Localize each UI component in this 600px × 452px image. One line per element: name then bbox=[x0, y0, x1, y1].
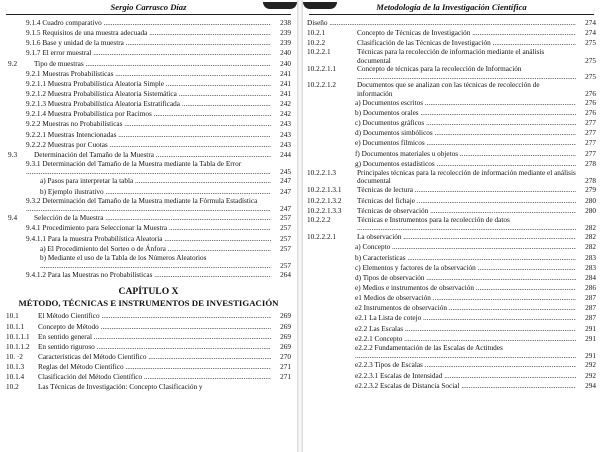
toc-entry bbox=[0, 160, 297, 177]
toc-entry-text: e2.2.2 Fundamentación de las Escalas de Actitudes bbox=[355, 343, 503, 352]
toc-entry-number: 10.1.4 bbox=[6, 373, 25, 382]
toc-entry bbox=[303, 108, 600, 118]
toc-entry-text: En sentido riguroso bbox=[38, 342, 95, 351]
toc-entry bbox=[303, 196, 600, 206]
toc-entry bbox=[303, 334, 600, 344]
toc-entry-page: 239 bbox=[280, 29, 291, 38]
toc-entry-page: 257 bbox=[280, 214, 291, 223]
toc-entry bbox=[303, 242, 600, 252]
toc-entry-page: 247 bbox=[280, 187, 291, 196]
toc-entry-title bbox=[355, 371, 576, 381]
toc-entry-page: 241 bbox=[280, 89, 291, 98]
toc-entry-page: 282 bbox=[585, 233, 596, 242]
toc-entry-title bbox=[355, 283, 576, 293]
toc-entry bbox=[0, 372, 297, 382]
toc-entry-page: 283 bbox=[585, 253, 596, 262]
header-ornament bbox=[263, 2, 297, 9]
toc-entry-title bbox=[355, 273, 576, 283]
toc-entry-title bbox=[357, 206, 576, 216]
toc-entry-title bbox=[355, 98, 576, 108]
toc-entry-number: 10. ·2 bbox=[6, 353, 23, 362]
toc-entry-text: Las Técnicas de Investigación: Concepto Clasificación y bbox=[38, 383, 203, 392]
toc-entry bbox=[303, 283, 600, 293]
toc-entry-page: 264 bbox=[280, 271, 291, 280]
toc-entry bbox=[0, 59, 297, 69]
right-header-text: Metodología de la Investigación Científica bbox=[376, 2, 527, 12]
toc-entry bbox=[0, 223, 297, 233]
toc-entry-title bbox=[38, 382, 293, 392]
toc-entry-page: 276 bbox=[585, 98, 596, 107]
toc-entry-title bbox=[40, 254, 271, 271]
toc-entry-number: 10.1.1.2 bbox=[6, 342, 30, 351]
toc-entry bbox=[0, 254, 297, 271]
toc-entry-title bbox=[34, 213, 271, 223]
toc-entry bbox=[0, 311, 297, 321]
toc-entry-text: e2.2.1 Concepto bbox=[355, 334, 403, 343]
toc-entry-text: 9.3.2 Determinación del Tamaño de la Muestra mediante la Fórmula Estadística bbox=[26, 196, 258, 205]
toc-entry bbox=[303, 381, 600, 391]
toc-entry-title bbox=[355, 253, 576, 263]
toc-entry-number: 9.2 bbox=[8, 59, 18, 68]
toc-entry-title bbox=[357, 216, 576, 233]
toc-entry-text: b) Ejemplo ilustrativo bbox=[40, 187, 104, 196]
toc-entry bbox=[303, 38, 600, 48]
toc-entry-title bbox=[40, 244, 271, 254]
toc-entry bbox=[0, 362, 297, 372]
toc-entry-title bbox=[357, 169, 576, 186]
toc-entry-text: d) Documentos simbólicos bbox=[355, 129, 433, 138]
toc-entry-page: 287 bbox=[585, 314, 596, 323]
toc-entry-text: 9.2.2 Muestras no Probabilísticas bbox=[26, 120, 123, 129]
toc-entry bbox=[0, 352, 297, 362]
toc-entry-text: 9.1.7 El error muestral bbox=[26, 49, 92, 58]
toc-entry-title bbox=[26, 79, 271, 89]
toc-entry-page: 271 bbox=[280, 373, 291, 382]
toc-entry-number: 10.2.2.1.3.2 bbox=[307, 196, 342, 205]
left-toc bbox=[0, 18, 297, 452]
toc-entry bbox=[0, 270, 297, 280]
toc-entry-text: 9.2.1.3 Muestra Probabilística Aleatoria Estratificada bbox=[26, 100, 181, 109]
toc-entry-page: 291 bbox=[585, 352, 596, 361]
toc-entry bbox=[0, 109, 297, 119]
right-toc bbox=[303, 18, 600, 452]
toc-entry-text: En sentido general bbox=[38, 332, 92, 341]
toc-entry-number: 10.1.1.1 bbox=[6, 332, 30, 341]
toc-entry bbox=[303, 303, 600, 313]
toc-entry-page: 276 bbox=[585, 89, 596, 98]
toc-entry-title bbox=[355, 303, 576, 313]
toc-entry-page: 275 bbox=[585, 56, 596, 65]
toc-entry bbox=[0, 99, 297, 109]
toc-entry-number: 10.2.1 bbox=[307, 29, 326, 38]
toc-entry-text: Técnicas del fichaje bbox=[357, 196, 415, 205]
left-running-header bbox=[6, 2, 291, 15]
toc-entry bbox=[303, 28, 600, 38]
toc-entry-text: b) Mediante el uso de la Tabla de los Números Aleatorios bbox=[40, 253, 207, 262]
toc-entry bbox=[303, 360, 600, 370]
toc-entry bbox=[303, 128, 600, 138]
toc-entry-title bbox=[26, 140, 271, 150]
toc-entry bbox=[0, 213, 297, 223]
header-ornament bbox=[303, 2, 337, 9]
toc-entry bbox=[303, 324, 600, 334]
toc-entry-title bbox=[357, 185, 576, 195]
toc-entry-page: 257 bbox=[280, 224, 291, 233]
toc-entry-title bbox=[355, 324, 576, 334]
toc-entry-title bbox=[38, 311, 271, 321]
toc-entry-title bbox=[38, 352, 271, 362]
toc-entry-title bbox=[355, 149, 576, 159]
toc-entry-title bbox=[355, 334, 576, 344]
toc-entry bbox=[0, 130, 297, 140]
toc-entry-text: Selección de la Muestra bbox=[34, 214, 104, 223]
toc-entry-text: d) Tipos de observación bbox=[355, 273, 425, 282]
toc-entry-page: 257 bbox=[280, 234, 291, 243]
toc-entry-number: 10.1.1 bbox=[6, 322, 25, 331]
toc-entry-text: Documentos que se analizan con las técnicas de recolección de información bbox=[357, 81, 540, 98]
toc-entry-page: 280 bbox=[585, 196, 596, 205]
toc-entry-page: 257 bbox=[280, 244, 291, 253]
toc-entry-page: 274 bbox=[585, 29, 596, 38]
toc-entry bbox=[303, 65, 600, 82]
toc-entry-title bbox=[355, 242, 576, 252]
toc-entry-page: 241 bbox=[280, 69, 291, 78]
toc-entry-text: b) Características bbox=[355, 253, 406, 262]
toc-entry-text: 9.3.1 Determinación del Tamaño de la Muestra mediante la Tabla de Error bbox=[26, 159, 242, 168]
toc-entry-text: e2.1 La Lista de cotejo bbox=[355, 314, 422, 323]
toc-entry-number: 10.2.2.1 bbox=[307, 48, 331, 57]
toc-entry-title bbox=[357, 38, 576, 48]
toc-entry bbox=[0, 332, 297, 342]
toc-entry bbox=[303, 216, 600, 233]
toc-entry-number: 10.2.2.1.1 bbox=[307, 64, 336, 73]
toc-entry-page: 278 bbox=[585, 177, 596, 186]
right-running-header bbox=[309, 2, 594, 15]
toc-entry-title bbox=[355, 118, 576, 128]
toc-entry-number: 10.2.2.1.3.1 bbox=[307, 186, 342, 195]
toc-entry bbox=[0, 79, 297, 89]
toc-entry-title bbox=[355, 313, 576, 323]
toc-entry-number: 10.2.2.2 bbox=[307, 215, 331, 224]
toc-entry bbox=[303, 273, 600, 283]
toc-entry-text: 9.4.1 Procedimiento para Seleccionar la Muestra bbox=[26, 224, 168, 233]
toc-entry-text: c) Documentos gráficos bbox=[355, 119, 425, 128]
toc-entry-text: Técnicas de lectura bbox=[357, 186, 413, 195]
toc-entry-title bbox=[38, 372, 271, 382]
toc-entry bbox=[0, 38, 297, 48]
toc-entry-number: 9.3 bbox=[8, 150, 18, 159]
toc-entry-title bbox=[26, 130, 271, 140]
toc-entry-title bbox=[357, 232, 576, 242]
toc-entry-title bbox=[40, 176, 271, 186]
toc-entry-text: Técnicas de observación bbox=[357, 206, 429, 215]
toc-entry bbox=[303, 313, 600, 323]
toc-entry-number: 10.2.2.1.2 bbox=[307, 81, 336, 90]
toc-entry-page: 291 bbox=[585, 324, 596, 333]
toc-entry-page: 247 bbox=[280, 177, 291, 186]
toc-entry-text: Clasificación de las Técnicas de Investigación bbox=[357, 39, 491, 48]
right-page bbox=[303, 0, 600, 452]
toc-entry-page: 257 bbox=[280, 262, 291, 270]
toc-entry-number: 10.2.2.1.3.3 bbox=[307, 206, 342, 215]
toc-entry-title bbox=[357, 48, 576, 65]
toc-entry-page: 247 bbox=[280, 204, 291, 213]
toc-entry bbox=[303, 138, 600, 148]
left-page bbox=[0, 0, 297, 452]
toc-entry-title bbox=[38, 332, 271, 342]
toc-entry-text: c) Elementos y factores de la observación bbox=[355, 263, 476, 272]
toc-entry-page: 282 bbox=[585, 224, 596, 233]
toc-entry-page: 287 bbox=[585, 304, 596, 313]
toc-entry-page: 287 bbox=[585, 294, 596, 303]
toc-entry-title bbox=[355, 263, 576, 273]
toc-entry bbox=[303, 169, 600, 186]
toc-entry-page: 240 bbox=[280, 49, 291, 58]
toc-entry-text: 9.4.1.2 Para las Muestras no Probabilísticas bbox=[26, 271, 153, 280]
toc-entry-number: 10.2 bbox=[6, 383, 19, 392]
toc-entry bbox=[0, 244, 297, 254]
toc-entry-text: 9.1.4 Cuadro comparativo bbox=[26, 19, 102, 27]
toc-entry-number: 10.2.2.1.3 bbox=[307, 168, 336, 177]
toc-entry-page: 284 bbox=[585, 273, 596, 282]
toc-entry-title bbox=[40, 187, 271, 197]
toc-entry-number: 10.1 bbox=[6, 312, 19, 321]
toc-entry-page: 270 bbox=[280, 353, 291, 362]
toc-entry-title bbox=[26, 38, 271, 48]
toc-entry bbox=[0, 140, 297, 150]
toc-entry-text: 9.1.5 Requisitos de una muestra adecuada bbox=[26, 29, 148, 38]
toc-entry-page: 279 bbox=[585, 186, 596, 195]
toc-entry-title bbox=[34, 59, 271, 69]
toc-entry-text: 9.2.1.4 Muestra Probabilística por Racimos bbox=[26, 110, 152, 119]
toc-entry-page: 292 bbox=[585, 361, 596, 370]
toc-entry bbox=[303, 98, 600, 108]
toc-entry bbox=[303, 118, 600, 128]
toc-entry-text: 9.4.1.1 Para la muestra Probabilística Aleatoria bbox=[26, 234, 163, 243]
toc-entry-text: a) Concepto bbox=[355, 243, 391, 252]
toc-entry-title bbox=[26, 48, 271, 58]
toc-entry-text: e2.2.3 Tipos de Escalas bbox=[355, 361, 423, 370]
toc-entry-page: 241 bbox=[280, 79, 291, 88]
toc-entry bbox=[303, 263, 600, 273]
toc-entry-number: 9.4 bbox=[8, 214, 18, 223]
toc-entry-text: 9.2.2.1 Muestras Intencionadas bbox=[26, 130, 117, 139]
toc-entry bbox=[0, 28, 297, 38]
toc-entry-page: 242 bbox=[280, 100, 291, 109]
toc-entry bbox=[303, 81, 600, 98]
toc-entry-page: 238 bbox=[280, 19, 291, 27]
toc-entry bbox=[0, 197, 297, 214]
toc-entry-title bbox=[355, 159, 576, 169]
toc-entry-title bbox=[355, 344, 576, 361]
left-header-text: Sergio Carrasco Díaz bbox=[110, 2, 187, 12]
toc-entry-page: 277 bbox=[585, 139, 596, 148]
chapter-heading: CAPÍTULO X bbox=[118, 286, 179, 298]
toc-entry bbox=[0, 322, 297, 332]
toc-entry-page: 244 bbox=[280, 150, 291, 159]
toc-entry-text: e) Documentos fílmicos bbox=[355, 139, 425, 148]
toc-entry-text: Características del Método Científico bbox=[38, 353, 147, 362]
toc-entry-text: 9.2.2.2 Muestras por Cuotas bbox=[26, 140, 108, 149]
toc-entry bbox=[303, 371, 600, 381]
toc-entry-page: 277 bbox=[585, 129, 596, 138]
toc-entry-text: El Método Científico bbox=[38, 312, 100, 321]
toc-entry-page: 274 bbox=[585, 19, 596, 27]
toc-entry-page: 271 bbox=[280, 363, 291, 372]
toc-entry-title bbox=[26, 223, 271, 233]
toc-entry-title bbox=[38, 322, 271, 332]
toc-entry bbox=[0, 382, 297, 392]
toc-entry-text: e2.2.3.1 Escalas de Intensidad bbox=[355, 371, 443, 380]
toc-entry-title bbox=[26, 18, 271, 28]
toc-entry-title bbox=[355, 293, 576, 303]
toc-entry-title bbox=[26, 99, 271, 109]
toc-entry-title bbox=[26, 234, 271, 244]
toc-entry-title bbox=[26, 69, 271, 79]
toc-entry-page: 283 bbox=[585, 263, 596, 272]
toc-entry-text: e1 Medios de observación bbox=[355, 294, 431, 303]
toc-entry-title bbox=[355, 128, 576, 138]
toc-entry-page: 243 bbox=[280, 130, 291, 139]
toc-entry-title bbox=[355, 381, 576, 391]
toc-entry bbox=[303, 253, 600, 263]
toc-entry-text: a) El Procedimiento del Sorteo o de Ánfora bbox=[40, 244, 166, 253]
toc-entry-text: Concepto de Técnicas de Investigación bbox=[357, 29, 471, 38]
toc-entry-title bbox=[357, 28, 576, 38]
toc-entry-page: 269 bbox=[280, 312, 291, 321]
toc-entry bbox=[303, 185, 600, 195]
toc-entry-text: e2.2.3.2 Escalas de Distancia Social bbox=[355, 381, 460, 390]
toc-entry-page: 239 bbox=[280, 39, 291, 48]
toc-entry-text: Técnicas para la recolección de información mediante el análisis documental bbox=[357, 48, 545, 65]
toc-entry bbox=[0, 187, 297, 197]
toc-entry-text: Determinación del Tamaño de la Muestra bbox=[34, 150, 154, 159]
toc-entry-title bbox=[355, 108, 576, 118]
toc-entry bbox=[0, 176, 297, 186]
toc-entry-text: f) Documentos materiales u objetos bbox=[355, 149, 459, 158]
toc-entry-title bbox=[355, 138, 576, 148]
toc-entry bbox=[0, 342, 297, 352]
toc-entry-page: 276 bbox=[585, 109, 596, 118]
toc-entry-page: 243 bbox=[280, 120, 291, 129]
toc-entry-number: 10.1.3 bbox=[6, 363, 25, 372]
toc-entry-title bbox=[26, 89, 271, 99]
toc-entry-number: 10.2.2.2.1 bbox=[307, 233, 336, 242]
toc-entry-title bbox=[357, 196, 576, 206]
toc-entry-page: 277 bbox=[585, 149, 596, 158]
toc-entry-text: 9.2.1.2 Muestra Probabilística Aleatoria Sistemática bbox=[26, 89, 177, 98]
toc-entry-page: 280 bbox=[585, 206, 596, 215]
toc-entry-page: 245 bbox=[280, 168, 291, 177]
toc-entry-title bbox=[26, 270, 271, 280]
toc-entry-text: Tipo de muestras bbox=[34, 59, 84, 68]
toc-entry bbox=[0, 18, 297, 28]
toc-entry-title bbox=[26, 197, 271, 214]
toc-entry bbox=[0, 89, 297, 99]
toc-entry-text: 9.2.1 Muestras Probabilísticas bbox=[26, 69, 114, 78]
toc-entry-text: b) Documentos orales bbox=[355, 109, 419, 118]
toc-entry-page: 243 bbox=[280, 140, 291, 149]
toc-entry-number: 10.2.2 bbox=[307, 39, 326, 48]
toc-entry-page: 292 bbox=[585, 371, 596, 380]
toc-entry-page: 275 bbox=[585, 73, 596, 82]
toc-entry-title bbox=[355, 360, 576, 370]
toc-entry-title bbox=[26, 160, 271, 177]
toc-entry-page: 242 bbox=[280, 110, 291, 119]
toc-entry-text: 9.1.6 Base y unidad de la muestra bbox=[26, 39, 124, 48]
toc-entry-page: 269 bbox=[280, 332, 291, 341]
toc-entry-text: a) Documentos escritos bbox=[355, 98, 424, 107]
toc-entry-text: Reglas del Método Científico bbox=[38, 363, 124, 372]
toc-entry bbox=[303, 206, 600, 216]
toc-entry-title bbox=[307, 18, 576, 28]
toc-entry-title bbox=[357, 65, 576, 82]
toc-entry-title bbox=[26, 119, 271, 129]
toc-entry bbox=[303, 159, 600, 169]
toc-entry-text: Diseño bbox=[307, 19, 328, 27]
toc-entry bbox=[303, 293, 600, 303]
toc-entry-text: e) Medios e instrumentos de observación bbox=[355, 284, 474, 293]
toc-entry bbox=[303, 18, 600, 28]
toc-entry-text: e2.2 Las Escalas bbox=[355, 324, 404, 333]
toc-entry-page: 294 bbox=[585, 381, 596, 390]
toc-entry bbox=[0, 150, 297, 160]
toc-entry bbox=[0, 234, 297, 244]
toc-entry bbox=[303, 149, 600, 159]
toc-entry-page: 240 bbox=[280, 59, 291, 68]
toc-entry-page: 286 bbox=[585, 284, 596, 293]
toc-entry-title bbox=[357, 81, 576, 98]
toc-entry-page: 275 bbox=[585, 39, 596, 48]
toc-entry bbox=[0, 48, 297, 58]
toc-entry-text: a) Pasos para interpretar la tabla bbox=[40, 177, 134, 186]
toc-entry-text: Concepto de técnicas para la recolección de Información bbox=[357, 64, 522, 73]
toc-entry-text: Concepto de Método bbox=[38, 322, 99, 331]
toc-entry-page: 269 bbox=[280, 322, 291, 331]
toc-entry-title bbox=[26, 28, 271, 38]
toc-entry-page: 278 bbox=[585, 159, 596, 168]
toc-entry-title bbox=[34, 150, 271, 160]
toc-entry-text: g) Documentos estadísticos bbox=[355, 159, 435, 168]
toc-entry bbox=[303, 232, 600, 242]
toc-entry-title bbox=[38, 342, 271, 352]
toc-entry bbox=[0, 119, 297, 129]
toc-entry-title bbox=[26, 109, 271, 119]
toc-entry-page: 282 bbox=[585, 243, 596, 252]
toc-entry-text: Clasificación del Método Científico bbox=[38, 373, 143, 382]
toc-entry bbox=[0, 69, 297, 79]
toc-entry-text: La observación bbox=[357, 233, 402, 242]
toc-entry-page: 277 bbox=[585, 119, 596, 128]
toc-entry-text: Técnicas e Instrumentos para la recolección de datos bbox=[357, 215, 510, 224]
toc-entry-text: Principales técnicas para la recolección de información mediante el análisis documental bbox=[357, 168, 576, 186]
toc-entry-page: 291 bbox=[585, 334, 596, 343]
toc-entry-title bbox=[38, 362, 271, 372]
toc-entry bbox=[303, 344, 600, 361]
toc-entry-page: 269 bbox=[280, 342, 291, 351]
chapter-subtitle: MÉTODO, TÉCNICAS E INSTRUMENTOS DE INVESTIGACIÓN bbox=[18, 298, 279, 309]
toc-entry-text: 9.2.1.1 Muestra Probabilística Aleatoria Simple bbox=[26, 79, 164, 88]
toc-entry-text: e2 Instrumentos de observación bbox=[355, 304, 448, 313]
toc-entry bbox=[303, 48, 600, 65]
